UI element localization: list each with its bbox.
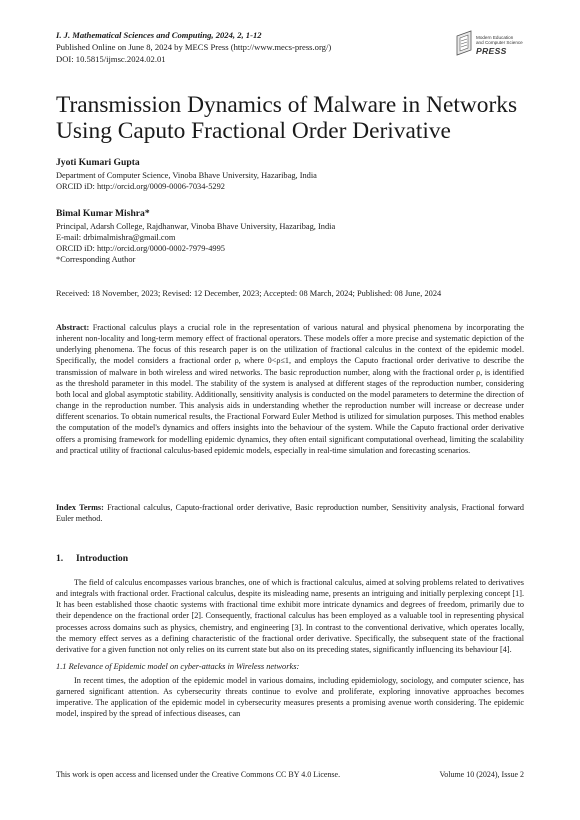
logo-line-1: Modern Education xyxy=(476,35,514,40)
author-name-2: Bimal Kumar Mishra* xyxy=(56,208,150,219)
corresponding-author-note: *Corresponding Author xyxy=(56,255,136,264)
intro-paragraph-2: In recent times, the adoption of the epidemic model in various domains, including epidemiology, sociology, and computer science, has garnered significant attention. As cybersecurity threats continue to evolve and proliferate, exploring innovative approaches becomes imperative. The application of the epidemic model in cybersecurity measures presents a promising avenue worth considering. The epidemic model, inspired by the spread of infectious diseases, can xyxy=(56,676,524,719)
mecs-press-logo xyxy=(455,26,535,66)
abstract-label: Abstract: xyxy=(56,323,90,332)
index-terms-text: Fractional calculus, Caputo-fractional order derivative, Basic reproduction number, Sensitivity analysis, Fractional forward Euler method. xyxy=(56,503,524,524)
section-heading-introduction xyxy=(56,553,128,564)
license-footer: This work is open access and licensed under the Creative Commons CC BY 4.0 License. xyxy=(56,770,341,779)
section-number: 1. xyxy=(56,553,64,564)
publication-info: Published Online on June 8, 2024 by MECS Press (http://www.mecs-press.org/) xyxy=(56,42,332,52)
author-2-orcid: ORCID iD: http://orcid.org/0000-0002-7979-4995 xyxy=(56,244,225,253)
abstract xyxy=(56,322,524,456)
author-name-1: Jyoti Kumari Gupta xyxy=(56,157,140,168)
abstract-text: Fractional calculus plays a crucial role in the representation of various natural and physical phenomena by incorporating the inherent non-locality and long-term memory effect of fractional operators. These models offer a more precise and systematic depiction of the underlying phenomena. The focus of this research paper is on the utilization of fractional calculus in the context of the epidemic model. Specifically, the model considers a fractional order ρ, where 0<ρ≤1, and employs the Caputo fractional order derivative to describe the transmission of malware in both wireless and wired networks. The basic reproduction number, along with the fractional order ρ, is identified as the threshold parameter in this model. The stability of the system is analysed at different stages of the reproduction number, considering both local and global asymptotic stability. Additionally, sensitivity analysis is conducted on the model parameters to determine the direction of change in the reproduction number. This analysis aids in understanding whether the reproduction number will increase or decrease under different scenarios. To obtain numerical results, the Fractional Forward Euler Method is utilized for simulation purposes. This method enables the computation of the model's dynamics and offers insights into the behaviour of the system. While the Caputo fractional order derivative offers a promising framework for modelling epidemic dynamics, they often entail significant computational overhead, limiting the scalability and practical utility of fractional calculus-based epidemic models, especially in real-time simulation and forecasting scenarios. xyxy=(56,323,525,455)
subsection-heading: 1.1 Relevance of Epidemic model on cyber-attacks in Wireless networks: xyxy=(56,662,300,671)
index-terms-label: Index Terms: xyxy=(56,503,104,512)
section-title: Introduction xyxy=(76,553,129,564)
article-dates: Received: 18 November, 2023; Revised: 12 December, 2023; Accepted: 08 March, 2024; Published: 08 June, 2024 xyxy=(56,289,442,298)
author-1-orcid: ORCID iD: http://orcid.org/0009-0006-7034-5292 xyxy=(56,182,225,191)
doi: DOI: 10.5815/ijmsc.2024.02.01 xyxy=(56,54,166,64)
author-2-email: E-mail: drbimalmishra@gmail.com xyxy=(56,233,176,242)
logo-press: PRESS xyxy=(476,46,507,56)
logo-line-2: and Computer Science xyxy=(476,40,523,45)
volume-footer: Volume 10 (2024), Issue 2 xyxy=(439,770,524,779)
journal-citation: I. J. Mathematical Sciences and Computing, 2024, 2, 1-12 xyxy=(56,30,262,40)
intro-paragraph-1: The field of calculus encompasses various branches, one of which is fractional calculus, aimed at solving problems related to derivatives and integrals with fractional order. Fractional calculus, despite its misleading name, presents an intriguing and initially perplexing concept [1]. It has been established those chaotic systems with fractional time exhibit more intricate dynamics and degrees of freedom, primarily due to their dependence on the fractional order [2]. Consequently, fractional calculus has been employed as a valuable tool in representing physical processes across domains such as physics, chemistry, and engineering [3]. In contrast to the conventional derivative, which operates locally, the memory effect serves as a defining characteristic of the fractional order derivative. Specifically, the subsequent state of the fractional derivative for a given function not only relies on its current state but also on its preceding states, significantly influencing its behaviour [4]. xyxy=(56,578,524,654)
paper-title: Transmission Dynamics of Malware in Networks Using Caputo Fractional Order Derivative xyxy=(56,92,518,144)
author-2-affiliation: Principal, Adarsh College, Rajdhanwar, Vinoba Bhave University, Hazaribag, India xyxy=(56,222,336,231)
index-terms xyxy=(56,502,524,524)
author-1-affiliation: Department of Computer Science, Vinoba Bhave University, Hazaribag, India xyxy=(56,171,317,180)
mecs-logo-icon xyxy=(455,30,475,56)
